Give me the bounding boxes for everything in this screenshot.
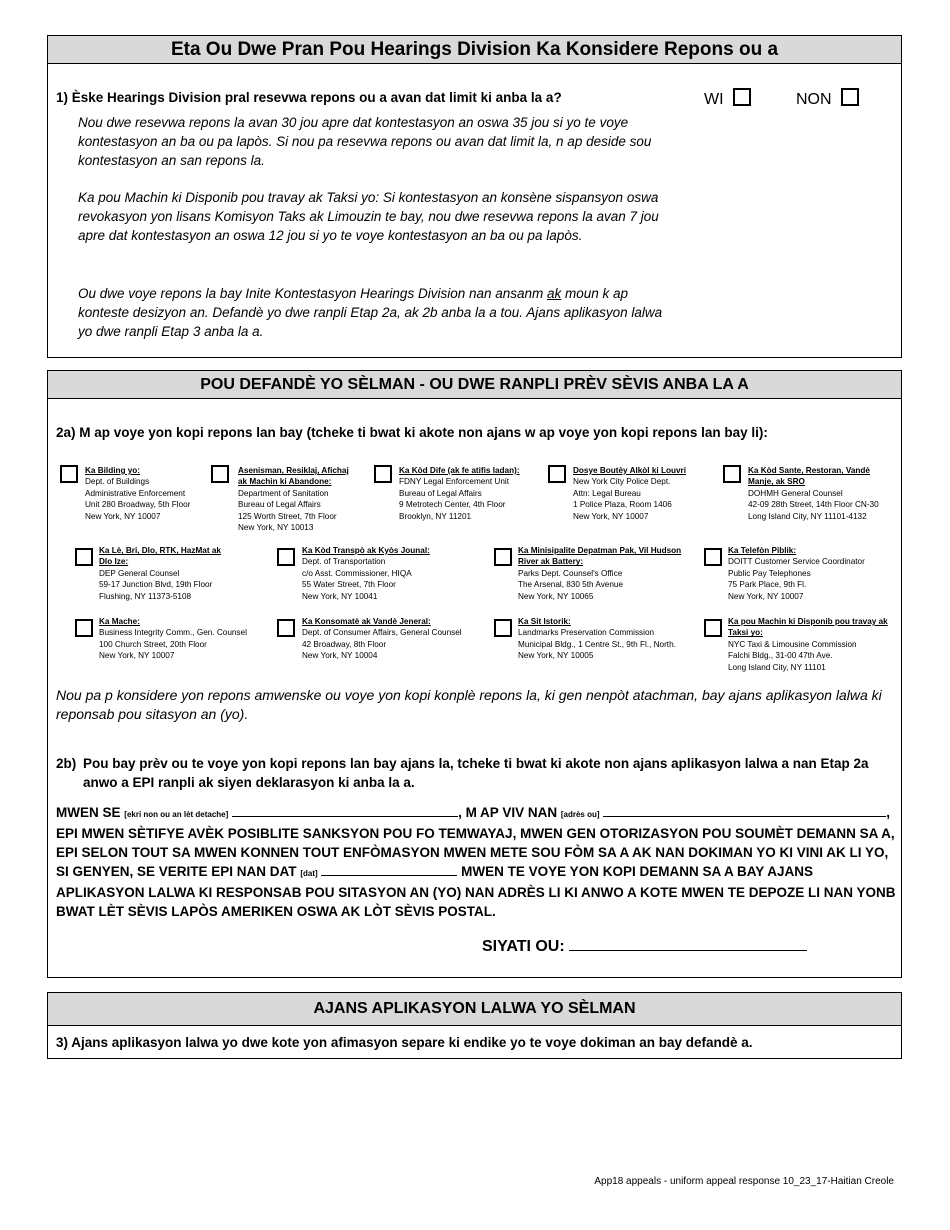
- send-paragraph-ak: ak: [547, 286, 562, 301]
- agency-address: [399, 465, 524, 522]
- agency-address: [518, 545, 688, 602]
- no-checkbox[interactable]: [841, 88, 859, 106]
- agency-title: Ka Kòd Dife (ak fe atifis ladan):: [399, 466, 520, 475]
- agency-line: Flushing, NY 11373-5108: [99, 591, 192, 601]
- agency-line: The Arsenal, 830 5th Avenue: [518, 580, 624, 590]
- decl-body-1: EPI MWEN SÈTIFYE AVÈK POSIBLITE SANKSYON POU FO TEMWAYAJ, MWEN GEN OTORIZASYON POU SOUMÈT DEMANN SA A, EPI SELON TOUT SA MWEN KONNEN TOUT ENFÒMASYON MWEN METE SOU FÒM SA A AK NAN DOKIMAN YO KI VINI AK LI YO, SI GENYEN, SE VERITE EPI NAN DAT: [56, 826, 895, 879]
- agency-line: New York, NY 10041: [302, 591, 378, 601]
- agency-title: Ka Minisipalite Depatman Pak, Vil Hudson River ak Battery:: [518, 546, 682, 567]
- decl-name-hint: [ekri non ou an lèt detache]: [124, 810, 229, 819]
- deadline-paragraph: Nou dwe resevwa repons la avan 30 jou apre dat kontestasyon an oswa 35 jou si yo te voye kontestasyon an ba ou pa lapòs. Si nou pa resevwa repons ou avan dat limit la, n ap deside sou kontestasyon an san repons la.: [78, 115, 652, 168]
- agency-line: Landmarks Preservation Commission: [518, 628, 655, 638]
- agency-line: 42-09 28th Street, 14th Floor CN-30: [748, 500, 879, 510]
- agency-line: 42 Broadway, 8th Floor: [302, 639, 387, 649]
- agency-line: New York, NY 10065: [518, 591, 594, 601]
- agency-line: Public Pay Telephones: [728, 568, 811, 578]
- agency-line: Business Integrity Comm., Gen. Counsel: [99, 628, 247, 638]
- agency-line: 55 Water Street, 7th Floor: [302, 580, 396, 590]
- question-2b-text: Pou bay prèv ou te voye yon kopi repons lan bay ajans la, tcheke ti bwat ki akote non ajans aplikasyon lalwa a nan Etap 2a anwo a EPI ranpli ak siyen deklarasyon ki anba la a.: [83, 756, 869, 790]
- agency-line: c/o Asst. Commissioner, HIQA: [302, 568, 412, 578]
- agency-checkbox[interactable]: [494, 548, 512, 566]
- agency-line: Brooklyn, NY 11201: [399, 511, 472, 521]
- section-1-box: [47, 35, 902, 358]
- yes-checkbox[interactable]: [733, 88, 751, 106]
- question-2a: 2a) M ap voye yon kopi repons lan bay (tcheke ti bwat ki akote non ajans w ap voye yon kopi repons lan bay li):: [56, 425, 768, 440]
- agency-title: Ka Mache:: [99, 617, 140, 626]
- agency-line: 125 Worth Street, 7th Floor: [238, 511, 337, 521]
- agency-title: Dosye Boutèy Alkòl ki Louvri: [573, 466, 686, 475]
- agency-line: New York, NY 10007: [573, 511, 649, 521]
- no-label: NON: [796, 91, 832, 108]
- agency-line: New York, NY 10007: [728, 591, 804, 601]
- agency-address: [99, 545, 229, 602]
- decl-body-2: MWEN TE VOYE YON KOPI DEMANN SA A BAY AJANS APLIKASYON LALWA KI RESPONSAB POU SITASYON AN (YO) NAN ADRÈS LI KI ANWO A KOTE MWEN TE DEPOZE LI NAN YONB BWAT LÈT SÈVIS LAPÒS AMERIKEN OSWA AK LÒT SÈVIS POSTAL.: [56, 864, 896, 919]
- agency-line: Bureau of Legal Affairs: [399, 488, 482, 498]
- decl-addr-hint: [adrès ou]: [560, 810, 600, 819]
- agency-line: New York, NY 10013: [238, 523, 314, 533]
- agency-title: Ka Kòd Transpò ak Kyòs Jounal:: [302, 546, 430, 555]
- agency-line: DOHMH General Counsel: [748, 488, 843, 498]
- footer-text: App18 appeals - uniform appeal response 10_23_17-Haitian Creole: [594, 1176, 894, 1187]
- send-paragraph-a: Ou dwe voye repons la bay Inite Kontestasyon Hearings Division nan ansanm: [78, 286, 548, 301]
- agency-address: [85, 465, 200, 522]
- incomplete-note: Nou pa p konsidere yon repons amwenske ou voye yon kopi konplè repons la, ki gen nenpòt atachman, bay ajans aplikasyon lalwa ki reponsab pou sitasyon an (yo).: [56, 687, 882, 722]
- agency-checkbox[interactable]: [211, 465, 229, 483]
- agency-checkbox[interactable]: [60, 465, 78, 483]
- signature-field[interactable]: [569, 936, 807, 951]
- agency-address: [99, 616, 259, 662]
- agency-address: [573, 465, 693, 522]
- agency-line: NYC Taxi & Limousine Commission: [728, 639, 857, 649]
- section-2-box: [47, 370, 902, 978]
- decl-date-hint: [dat]: [300, 869, 318, 878]
- section-2-header: POU DEFANDÈ YO SÈLMAN - OU DWE RANPLI PRÈV SÈVIS ANBA LA A: [48, 371, 901, 399]
- agency-title: Ka pou Machin ki Disponib pou travay ak Taksi yo:: [728, 617, 888, 638]
- agency-line: 59-17 Junction Blvd, 19th Floor: [99, 580, 213, 590]
- agency-line: DOITT Customer Service Coordinator: [728, 557, 865, 567]
- decl-mid: , M AP VIV NAN: [458, 805, 558, 820]
- agency-checkbox[interactable]: [75, 619, 93, 637]
- agency-line: Long Island City, NY 11101: [728, 662, 826, 672]
- section-1-header: Eta Ou Dwe Pran Pou Hearings Division Ka Konsidere Repons ou a: [48, 36, 901, 64]
- agency-checkbox[interactable]: [75, 548, 93, 566]
- agency-title: Asenisman, Resiklaj, Afichaj ak Machin ki Abandone:: [238, 466, 349, 487]
- taxi-paragraph: Ka pou Machin ki Disponib pou travay ak Taksi yo: Si kontestasyon an konsène sispansyon oswa revokasyon yon lisans Komisyon Taks ak Limouzin te bay, nou dwe resevwa repons la avan 7 jou apre dat kontestasyon an oswa 12 jou si yo te voye kontestasyon an ba ou pa lapòs.: [78, 190, 659, 243]
- agency-title: Ka Kòd Sante, Restoran, Vandè Manje, ak SRO: [748, 466, 870, 487]
- question-3: 3) Ajans aplikasyon lalwa yo dwe kote yon afimasyon separe ki endike yo te voye dokiman an bay defandè a.: [56, 1035, 753, 1050]
- agency-address: [728, 545, 878, 602]
- agency-line: 1 Police Plaza, Room 1406: [573, 500, 672, 510]
- address-field[interactable]: [603, 804, 886, 817]
- agency-checkbox[interactable]: [548, 465, 566, 483]
- agency-checkbox[interactable]: [704, 548, 722, 566]
- decl-mwen-se: MWEN SE: [56, 805, 121, 820]
- agency-address: [302, 616, 477, 662]
- agency-line: Bureau of Legal Affairs: [238, 500, 321, 510]
- agency-title: Ka Lè, Bri, Dlo, RTK, HazMat ak Dlo Ize:: [99, 546, 221, 567]
- agency-title: Ka Bilding yo:: [85, 466, 141, 475]
- agency-line: 100 Church Street, 20th Floor: [99, 639, 207, 649]
- agency-line: 75 Park Place, 9th Fl.: [728, 580, 807, 590]
- agency-title: Ka Sit Istorik:: [518, 617, 571, 626]
- agency-checkbox[interactable]: [277, 548, 295, 566]
- signature-label: SIYATI OU:: [482, 938, 565, 955]
- agency-address: [518, 616, 693, 662]
- agency-checkbox[interactable]: [723, 465, 741, 483]
- agency-line: DEP General Counsel: [99, 568, 180, 578]
- agency-line: 9 Metrotech Center, 4th Floor: [399, 500, 506, 510]
- agency-line: Dept. of Consumer Affairs, General Counsel: [302, 628, 462, 638]
- agency-line: FDNY Legal Enforcement Unit: [399, 477, 509, 487]
- agency-line: Dept. of Transportation: [302, 557, 386, 567]
- agency-line: Dept. of Buildings: [85, 477, 150, 487]
- agency-checkbox[interactable]: [494, 619, 512, 637]
- agency-checkbox[interactable]: [277, 619, 295, 637]
- question-2b: [56, 754, 886, 792]
- question-2b-num: 2b): [56, 756, 77, 771]
- agency-title: Ka Konsomatè ak Vandè Jeneral:: [302, 617, 431, 626]
- agency-line: Attn: Legal Bureau: [573, 488, 641, 498]
- agency-address: [238, 465, 358, 533]
- agency-line: New York, NY 10007: [99, 651, 175, 661]
- agency-address: [728, 616, 893, 673]
- agency-line: Municipal Bldg., 1 Centre St., 9th Fl., North.: [518, 639, 676, 649]
- agency-line: Long Island City, NY 11101-4132: [748, 511, 867, 521]
- agency-checkbox[interactable]: [374, 465, 392, 483]
- agency-address: [748, 465, 888, 522]
- agency-line: Parks Dept. Counsel's Office: [518, 568, 623, 578]
- send-paragraph-b: moun k ap konteste desizyon an. Defandè yo dwe ranpli Etap 2a, ak 2b anba la a tou. Ajans aplikasyon lalwa yo dwe ranpli Etap 3 anba la a.: [78, 286, 663, 339]
- section-3-box: [47, 992, 902, 1059]
- agency-line: New York, NY 10005: [518, 651, 594, 661]
- name-field[interactable]: [232, 804, 458, 817]
- agency-title: Ka Telefòn Piblik:: [728, 546, 797, 555]
- yes-label: WI: [704, 91, 724, 108]
- agency-checkbox[interactable]: [704, 619, 722, 637]
- date-field[interactable]: [321, 863, 457, 876]
- agency-line: Administrative Enforcement: [85, 488, 186, 498]
- agency-address: [302, 545, 437, 602]
- agency-line: New York City Police Dept.: [573, 477, 671, 487]
- declaration: MWEN SE [ekri non ou an lèt detache] , M AP VIV NAN [adrès ou] , EPI MWEN SÈTIFYE AVÈK POSIBLITE SANKSYON POU FO TEMWAYAJ, MWEN GEN OTORIZASYON POU SOUMÈT DEMANN SA A, EPI SELON TOUT SA MWEN KONNEN TOUT ENFÒMASYON MWEN METE SOU FÒM SA A AK NAN DOKIMAN YO KI VINI AK LI YO, SI GENYEN, SE VERITE EPI NAN DAT [dat] MWEN TE VOYE YON KOPI DEMANN SA A BAY AJANS APLIKASYON LALWA KI RESPONSAB POU SITASYON AN (YO) NAN ADRÈS LI KI ANWO A KOTE MWEN TE DEPOZE LI NAN YONB BWAT LÈT SÈVIS LAPÒS AMERIKEN OSWA AK LÒT SÈVIS POSTAL.: [56, 805, 896, 919]
- send-paragraph: [78, 284, 668, 341]
- agency-line: Department of Sanitation: [238, 488, 329, 498]
- agency-line: New York, NY 10004: [302, 651, 378, 661]
- agency-line: New York, NY 10007: [85, 511, 161, 521]
- signature-line: [482, 936, 807, 956]
- question-1: 1) Èske Hearings Division pral resevwa repons ou a avan dat limit ki anba la a?: [56, 90, 562, 105]
- agency-line: Falchi Bldg., 31-00 47th Ave.: [728, 651, 833, 661]
- agency-line: Unit 280 Broadway, 5th Floor: [85, 500, 191, 510]
- section-3-header: AJANS APLIKASYON LALWA YO SÈLMAN: [48, 993, 901, 1026]
